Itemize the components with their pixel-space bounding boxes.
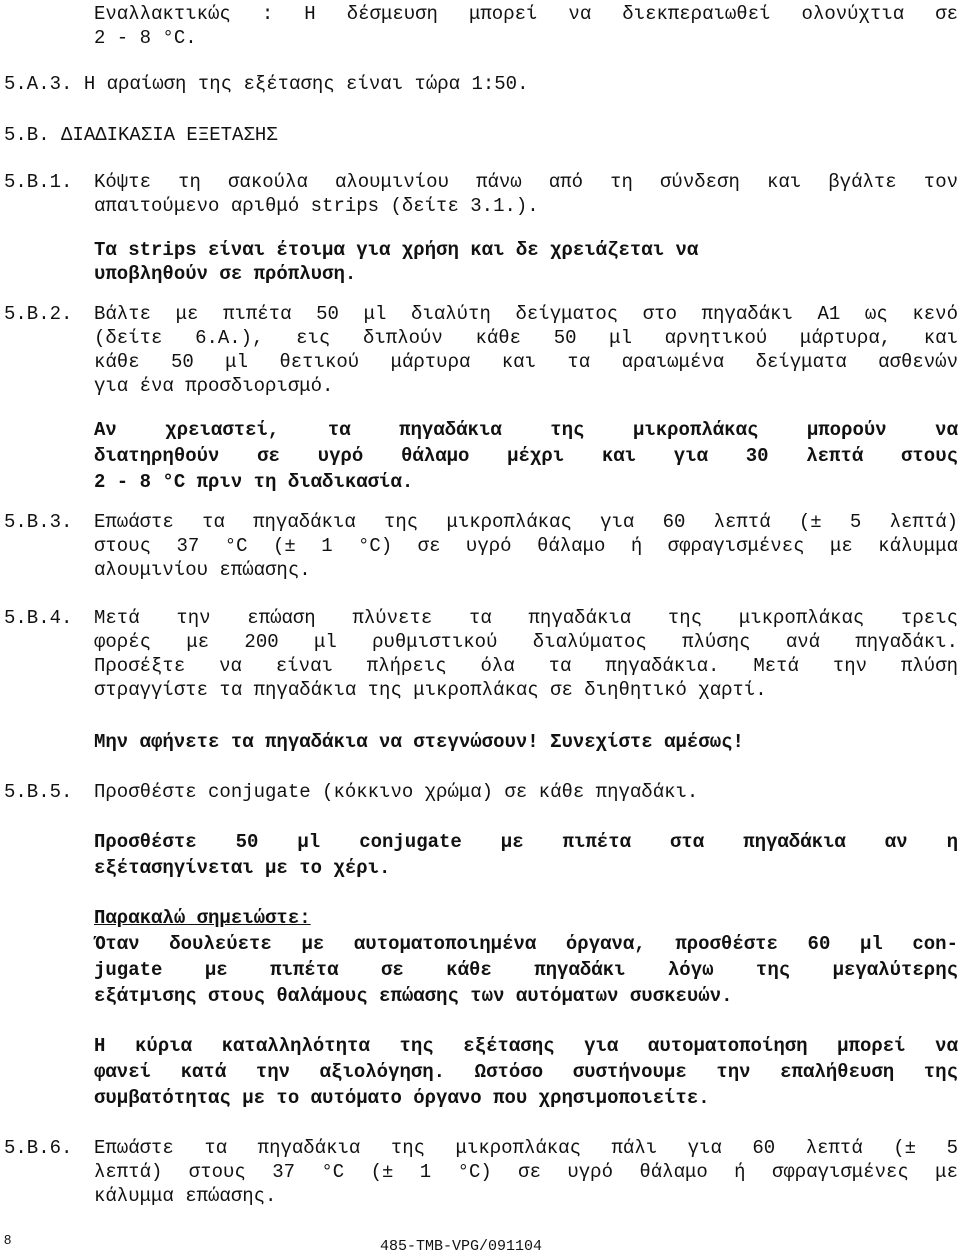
- section-heading-5b: 5.B. ΔΙΑΔΙΚΑΣΙΑ ΕΞΕΤΑΣΗΣ: [4, 124, 278, 146]
- automation-line: συμβατότητας με το αυτόματο όργανο που χρησιμοποιείτε.: [94, 1087, 710, 1109]
- paragraph-line: φορές με 200 μl ρυθμιστικού διαλύματος πλύσης ανά πηγαδάκι.: [94, 631, 958, 653]
- paragraph-line: Επωάστε τα πηγαδάκια της μικροπλάκας για 60 λεπτά (± 5 λεπτά): [94, 511, 958, 533]
- paragraph-line: Μετά την επώαση πλύνετε τα πηγαδάκια της μικροπλάκας τρεις: [94, 607, 958, 629]
- note-line: υποβληθούν σε πρόπλυση.: [94, 263, 357, 285]
- note-line: διατηρηθούν σε υγρό θάλαμο μέχρι και για 30 λεπτά στους: [94, 445, 958, 467]
- section-number: 5.B.2.: [4, 303, 73, 325]
- manual-line: εξέτασηγίνεται με το χέρι.: [94, 857, 391, 879]
- section-number: 5.B.6.: [4, 1137, 73, 1159]
- note-line: 2 - 8 °C πριν τη διαδικασία.: [94, 471, 414, 493]
- paragraph-line: Κόψτε τη σακούλα αλουμινίου πάνω από τη σύνδεση και βγάλτε τον: [94, 171, 958, 193]
- paragraph-line: κάθε 50 μl θετικού μάρτυρα και τα αραιωμένα δείγματα ασθενών: [94, 351, 958, 373]
- intro-line: Εναλλακτικώς : Η δέσμευση μπορεί να διεκπεραιωθεί ολονύχτια σε: [94, 3, 958, 25]
- note-line: εξάτμισης στους θαλάμους επώασης των αυτόματων συσκευών.: [94, 985, 733, 1007]
- section-number: 5.B.1.: [4, 171, 73, 193]
- paragraph-line: Προσέξτε να είναι πλήρεις όλα τα πηγαδάκια. Μετά την πλύση: [94, 655, 958, 677]
- section-number: 5.B.5.: [4, 781, 73, 803]
- warning-text: Μην αφήνετε τα πηγαδάκια να στεγνώσουν! Συνεχίστε αμέσως!: [94, 731, 744, 753]
- note-line: Αν χρειαστεί, τα πηγαδάκια της μικροπλάκας μπορούν να: [94, 419, 958, 441]
- note-title: Παρακαλώ σημειώστε:: [94, 907, 311, 929]
- paragraph-line: για ένα προσδιορισμό.: [94, 375, 334, 397]
- note-line: Όταν δουλεύετε με αυτοματοποιημένα όργανα, προσθέστε 60 μl con-: [94, 933, 958, 955]
- paragraph-line: στους 37 °C (± 1 °C) σε υγρό θάλαμο ή σφραγισμένες με κάλυμμα: [94, 535, 958, 557]
- manual-line: Προσθέστε 50 μl conjugate με πιπέτα στα πηγαδάκια αν η: [94, 831, 958, 853]
- page-number: 8: [4, 1232, 12, 1247]
- section-5a3: 5.A.3. Η αραίωση της εξέτασης είναι τώρα 1:50.: [4, 73, 529, 95]
- paragraph-line: κάλυμμα επώασης.: [94, 1185, 277, 1207]
- automation-line: Η κύρια καταλληλότητα της εξέτασης για αυτοματοποίηση μπορεί να: [94, 1035, 958, 1057]
- paragraph-line: αλουμινίου επώασης.: [94, 559, 311, 581]
- paragraph-line: στραγγίστε τα πηγαδάκια της μικροπλάκας σε διηθητικό χαρτί.: [94, 679, 767, 701]
- paragraph-line: απαιτούμενο αριθμό strips (δείτε 3.1.).: [94, 195, 539, 217]
- intro-line: 2 - 8 °C.: [94, 27, 197, 49]
- section-number: 5.B.3.: [4, 511, 73, 533]
- note-line: Τα strips είναι έτοιμα για χρήση και δε χρειάζεται να: [94, 239, 699, 261]
- section-number: 5.B.4.: [4, 607, 73, 629]
- automation-line: φανεί κατά την αξιολόγηση. Ωστόσο συστήνουμε την επαλήθευση της: [94, 1061, 958, 1083]
- paragraph-line: λεπτά) στους 37 °C (± 1 °C) σε υγρό θάλαμο ή σφραγισμένες με: [94, 1161, 958, 1183]
- paragraph-line: Προσθέστε conjugate (κόκκινο χρώμα) σε κάθε πηγαδάκι.: [94, 781, 699, 803]
- document-code: 485-TMB-VPG/091104: [380, 1238, 543, 1255]
- note-line: jugate με πιπέτα σε κάθε πηγαδάκι λόγω της μεγαλύτερης: [94, 959, 958, 981]
- paragraph-line: Βάλτε με πιπέτα 50 μl διαλύτη δείγματος στο πηγαδάκι A1 ως κενό: [94, 303, 958, 325]
- paragraph-line: Επωάστε τα πηγαδάκια της μικροπλάκας πάλι για 60 λεπτά (± 5: [94, 1137, 958, 1159]
- paragraph-line: (δείτε 6.A.), εις διπλούν κάθε 50 μl αρνητικού μάρτυρα, και: [94, 327, 958, 349]
